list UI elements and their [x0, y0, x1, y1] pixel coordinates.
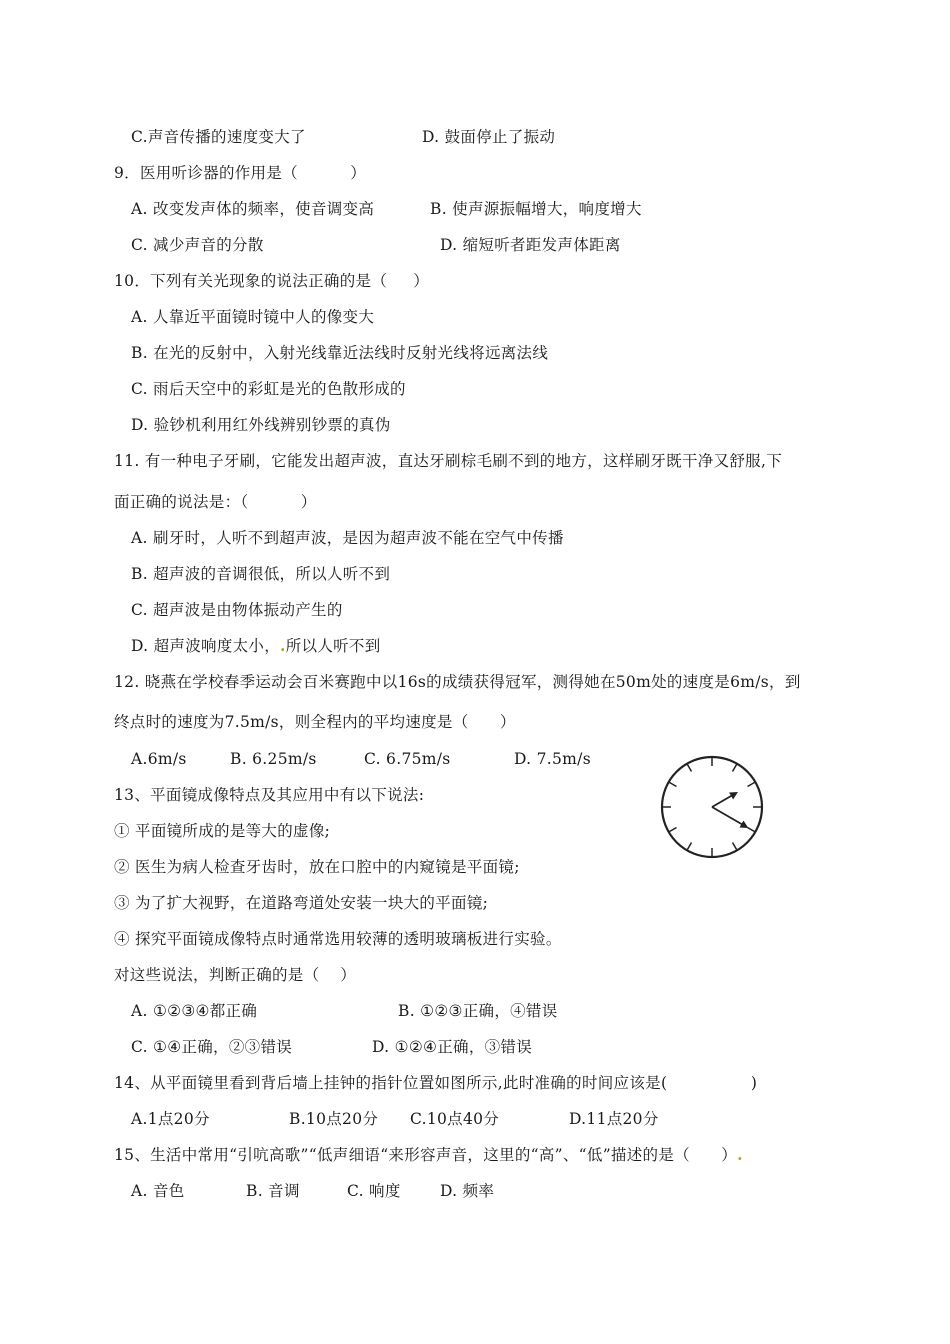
q11-option-b: B. 超声波的音调很低，所以人听不到 — [131, 565, 391, 583]
q11-stem-line1: 11. 有一种电子牙刷，它能发出超声波，直达牙刷棕毛刷不到的地方，这样刷牙既干净又舒服,下 — [114, 452, 783, 470]
q10-option-a: A. 人靠近平面镜时镜中人的像变大 — [131, 308, 375, 326]
q12-option-c: C. 6.75m/s — [364, 750, 451, 768]
q12-option-b: B. 6.25m/s — [230, 750, 317, 768]
q13-statement-2: ② 医生为病人检查牙齿时，放在口腔中的内窥镜是平面镜; — [114, 858, 520, 876]
q11-option-d — [131, 636, 381, 656]
q10-option-d: D. 验钞机利用红外线辨别钞票的真伪 — [131, 416, 391, 434]
q13-statement-1: ① 平面镜所成的是等大的虚像; — [114, 822, 331, 840]
q9-option-b: B. 使声源振幅增大，响度增大 — [430, 200, 642, 218]
q14-stem: 14、从平面镜里看到背后墙上挂钟的指针位置如图所示,此时准确的时间应该是( ) — [114, 1074, 758, 1092]
q15-option-c: C. 响度 — [347, 1182, 401, 1200]
q15-stem-text: 15、生活中常用“引吭高歌”“低声细语“来形容声音，这里的“高”、“低”描述的是（ ） — [114, 1146, 738, 1164]
q12-option-d: D. 7.5m/s — [514, 750, 591, 768]
q15-option-a: A. 音色 — [131, 1182, 185, 1200]
q13-statement-4: ④ 探究平面镜成像特点时通常选用较薄的透明玻璃板进行实验。 — [114, 930, 562, 948]
stray-dot: . — [737, 1145, 743, 1164]
q14-option-b: B.10点20分 — [289, 1110, 379, 1128]
q10-stem: 10．下列有关光现象的说法正确的是（ ） — [114, 272, 430, 290]
q13-option-a: A. ①②③④都正确 — [131, 1002, 258, 1020]
stray-dot: . — [280, 636, 286, 655]
q13-option-d: D. ①②④正确，③错误 — [372, 1038, 533, 1056]
q10-option-b: B. 在光的反射中，入射光线靠近法线时反射光线将远离法线 — [131, 344, 549, 362]
q13-statement-3: ③ 为了扩大视野，在道路弯道处安装一块大的平面镜; — [114, 894, 489, 912]
q13-option-c: C. ①④正确，②③错误 — [131, 1038, 293, 1056]
q9-option-a: A. 改变发声体的频率，使音调变高 — [131, 200, 375, 218]
q15-option-d: D. 频率 — [440, 1182, 495, 1200]
q11-option-d-text-2: 所以人听不到 — [285, 637, 381, 655]
q12-option-a: A.6m/s — [131, 750, 187, 768]
q14-option-c: C.10点40分 — [410, 1110, 500, 1128]
q13-stem: 13、平面镜成像特点及其应用中有以下说法: — [114, 786, 425, 804]
q12-stem-line2: 终点时的速度为7.5m/s，则全程内的平均速度是（ ） — [114, 713, 516, 731]
q15-option-b: B. 音调 — [246, 1182, 300, 1200]
q11-option-a: A. 刷牙时，人听不到超声波，是因为超声波不能在空气中传播 — [131, 529, 564, 547]
q15-stem — [114, 1145, 743, 1165]
q13-option-b: B. ①②③正确，④错误 — [398, 1002, 558, 1020]
q8-option-c: C.声音传播的速度变大了 — [131, 128, 306, 146]
q9-option-d: D. 缩短听者距发声体距离 — [440, 236, 621, 254]
q11-option-c: C. 超声波是由物体振动产生的 — [131, 601, 343, 619]
q9-stem: 9．医用听诊器的作用是（ ） — [114, 164, 367, 182]
clock-figure — [657, 752, 767, 862]
q14-option-a: A.1点20分 — [131, 1110, 210, 1128]
q11-option-d-text-1: D. 超声波响度太小， — [131, 637, 281, 655]
q9-option-c: C. 减少声音的分散 — [131, 236, 264, 254]
q14-option-d: D.11点20分 — [569, 1110, 659, 1128]
q11-stem-line2: 面正确的说法是：（ ） — [114, 493, 317, 511]
q12-stem-line1: 12. 晓燕在学校春季运动会百米赛跑中以16s的成绩获得冠军，测得她在50m处的速度是6m/s，到 — [114, 673, 801, 691]
q8-option-d: D. 鼓面停止了振动 — [422, 128, 556, 146]
q10-option-c: C. 雨后天空中的彩虹是光的色散形成的 — [131, 380, 406, 398]
q13-question: 对这些说法，判断正确的是（ ） — [114, 966, 357, 984]
